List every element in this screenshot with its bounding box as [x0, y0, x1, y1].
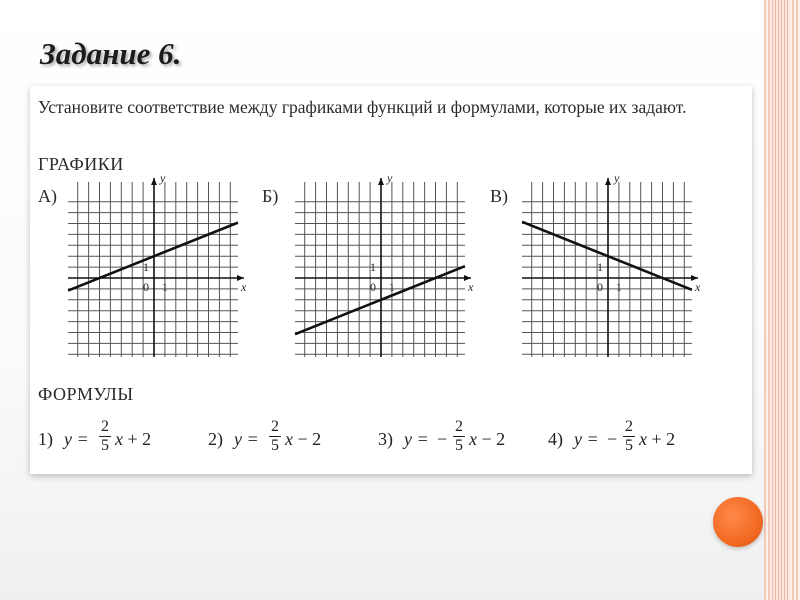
grid-lines	[522, 182, 692, 357]
formula-lhs: y =	[404, 429, 429, 449]
graphs-heading: ГРАФИКИ	[38, 154, 124, 174]
y-arrow	[151, 178, 157, 185]
graph-b	[295, 171, 474, 372]
fraction-numerator: 2	[625, 418, 633, 435]
y-axis-label: y	[614, 171, 620, 185]
instruction-text: Установите соответствие между графиками функций и формулами, которые их задают.	[38, 97, 687, 117]
formula-variable: x	[469, 429, 477, 449]
fraction-denominator: 5	[101, 437, 109, 454]
formula-variable: x	[639, 429, 647, 449]
formula-1	[38, 420, 203, 464]
formula-sign: −	[607, 429, 618, 449]
x-axis-label: x	[695, 280, 701, 294]
formula-fraction	[98, 418, 112, 455]
formula-fraction	[452, 418, 466, 455]
fraction-numerator: 2	[455, 418, 463, 435]
formula-rhs	[639, 429, 675, 450]
formula-lhs: y =	[234, 429, 259, 449]
grid-lines	[295, 182, 465, 357]
origin-label: 0	[143, 280, 149, 294]
x-axis-label: x	[241, 280, 247, 294]
fraction-denominator: 5	[625, 437, 633, 454]
y-axis-label: y	[160, 171, 166, 185]
formula-lhs: y =	[574, 429, 599, 449]
formula-rhs	[469, 429, 505, 450]
unit-y-label: 1	[143, 260, 149, 275]
formula-number: 3)	[378, 429, 393, 449]
unit-y-label: 1	[370, 260, 376, 275]
x-axis-label: x	[468, 280, 474, 294]
formula-lhs: y =	[64, 429, 89, 449]
formula-fraction	[268, 418, 282, 455]
slide-title: Задание 6.	[40, 36, 182, 71]
formula-tail: + 2	[127, 429, 152, 449]
y-axis-label: y	[387, 171, 393, 185]
unit-x-label: 1	[161, 280, 168, 294]
graph-a	[68, 171, 247, 372]
graph-a-label: А)	[38, 186, 57, 206]
formula-tail: − 2	[481, 429, 506, 449]
formula-2	[208, 420, 373, 464]
unit-y-label: 1	[597, 260, 603, 275]
decorative-stripes	[764, 0, 800, 600]
formula-number: 2)	[208, 429, 223, 449]
y-arrow	[605, 178, 611, 185]
formula-tail: − 2	[297, 429, 322, 449]
formula-number: 4)	[548, 429, 563, 449]
formula-variable: x	[115, 429, 123, 449]
formulas-heading: ФОРМУЛЫ	[38, 384, 134, 404]
formula-tail: + 2	[651, 429, 676, 449]
origin-label: 0	[597, 280, 603, 294]
unit-x-label: 1	[615, 280, 622, 294]
fraction-numerator: 2	[101, 418, 109, 435]
formula-sign: −	[437, 429, 448, 449]
formula-4	[548, 420, 713, 464]
orange-circle-decoration	[713, 497, 763, 547]
formula-fraction	[622, 418, 636, 455]
formula-rhs	[115, 429, 151, 450]
y-arrow	[378, 178, 384, 185]
fraction-numerator: 2	[271, 418, 279, 435]
formula-rhs	[285, 429, 321, 450]
graph-c-label: В)	[490, 186, 508, 206]
fraction-denominator: 5	[271, 437, 279, 454]
grid-lines	[68, 182, 238, 357]
fraction-denominator: 5	[455, 437, 463, 454]
formula-3	[378, 420, 543, 464]
origin-label: 0	[370, 280, 376, 294]
unit-x-label: 1	[388, 280, 395, 294]
graph-b-label: Б)	[262, 186, 279, 206]
graph-c	[522, 171, 701, 372]
formula-number: 1)	[38, 429, 53, 449]
task-card	[30, 86, 752, 474]
formula-variable: x	[285, 429, 293, 449]
